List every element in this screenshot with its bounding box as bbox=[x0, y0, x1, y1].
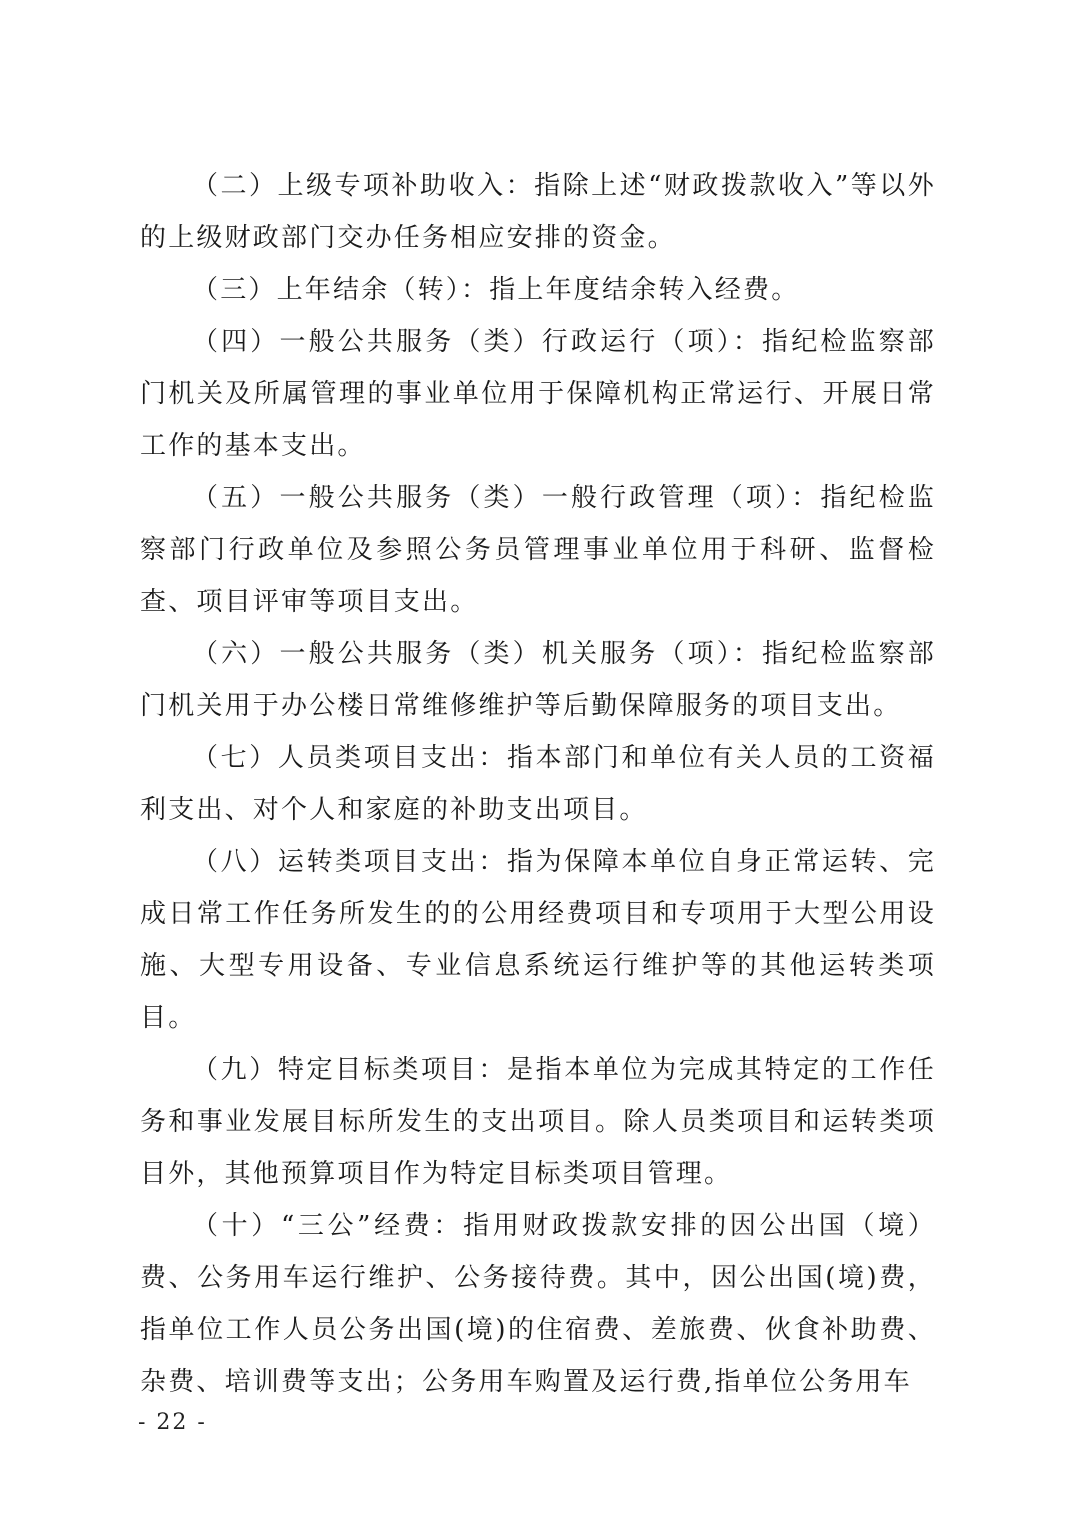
page-number: - 22 - bbox=[138, 1410, 207, 1435]
paragraph-9: （九）特定目标类项目：是指本单位为完成其特定的工作任务和事业发展目标所发生的支出项目。除人员类项目和运转类项目外，其他预算项目作为特定目标类项目管理。 bbox=[140, 1055, 936, 1189]
paragraph-8: （八）运转类项目支出：指为保障本单位自身正常运转、完成日常工作任务所发生的的公用经费项目和专项用于大型公用设施、大型专用设备、专业信息系统运行维护等的其他运转类项目。 bbox=[140, 847, 936, 1033]
paragraph-2: （二）上级专项补助收入：指除上述“财政拨款收入”等以外的上级财政部门交办任务相应安排的资金。 bbox=[140, 171, 936, 253]
paragraph-7: （七）人员类项目支出：指本部门和单位有关人员的工资福利支出、对个人和家庭的补助支出项目。 bbox=[140, 743, 936, 825]
document-body bbox=[140, 160, 936, 1408]
paragraph-5: （五）一般公共服务（类）一般行政管理（项）：指纪检监察部门行政单位及参照公务员管理事业单位用于科研、监督检查、项目评审等项目支出。 bbox=[140, 483, 936, 617]
paragraph-3: （三）上年结余（转）：指上年度结余转入经费。 bbox=[192, 275, 800, 305]
paragraph-6: （六）一般公共服务（类）机关服务（项）：指纪检监察部门机关用于办公楼日常维修维护等后勤保障服务的项目支出。 bbox=[140, 639, 936, 721]
paragraph-4: （四）一般公共服务（类）行政运行（项）：指纪检监察部门机关及所属管理的事业单位用于保障机构正常运行、开展日常工作的基本支出。 bbox=[140, 327, 936, 461]
paragraph-10: （十）“三公”经费：指用财政拨款安排的因公出国（境）费、公务用车运行维护、公务接待费。其中，因公出国(境)费，指单位工作人员公务出国(境)的住宿费、差旅费、伙食补助费、杂费、培训费等支出；公务用车购置及运行费,指单位公务用车 bbox=[140, 1211, 936, 1397]
